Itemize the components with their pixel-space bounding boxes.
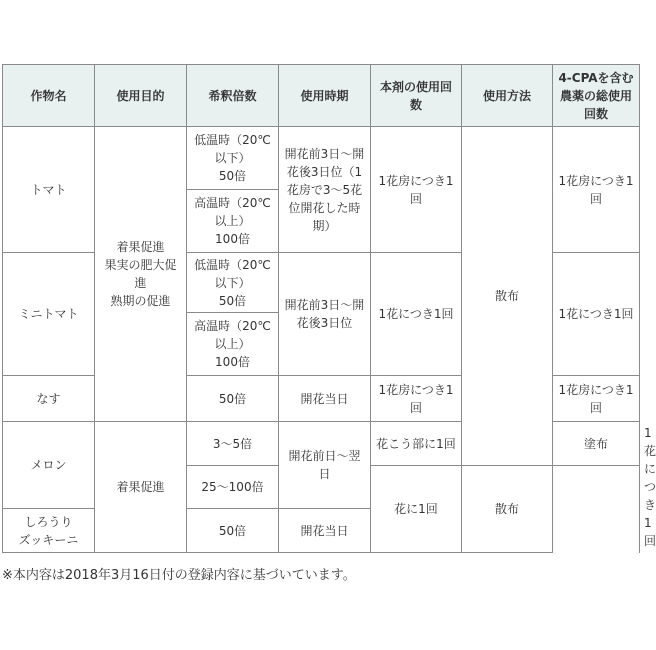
crop-tomato: トマト [3, 127, 95, 253]
dilution-melon: 3～5倍 [187, 422, 279, 466]
count-tomato: 1花房につき1回 [371, 127, 462, 253]
purpose-fruit-set: 着果促進 果実の肥大促進 熟期の促進 [95, 127, 187, 422]
timing-melon: 開花前日～翌日 [279, 422, 371, 509]
header-usage-count: 本剤の使用回数 [371, 65, 462, 127]
table-row: メロン 着果促進 3～5倍 開花前日～翌日 花こう部に1回 塗布 1花につき1回 [3, 422, 640, 466]
header-total-count: 4-CPAを含む農薬の総使用回数 [553, 65, 640, 127]
count-shirouri: 花に1回 [371, 466, 462, 553]
total-mini-tomato: 1花につき1回 [553, 253, 640, 376]
registration-note: ※本内容は2018年3月16日付の登録内容に基づいています。 [2, 568, 356, 583]
crop-melon: メロン [3, 422, 95, 509]
count-eggplant: 1花房につき1回 [371, 376, 462, 422]
method-paint: 塗布 [553, 422, 640, 466]
crop-eggplant: なす [3, 376, 95, 422]
header-method: 使用方法 [462, 65, 553, 127]
method-spray: 散布 [462, 127, 553, 466]
dilution-high-temp: 高温時（20℃以上） 100倍 [187, 190, 279, 253]
table-header-row [3, 65, 640, 127]
method-spray-second: 散布 [462, 466, 553, 553]
timing-eggplant: 開花当日 [279, 376, 371, 422]
total-eggplant: 1花房につき1回 [553, 376, 640, 422]
dilution-melon-second: 25～100倍 [187, 466, 279, 509]
count-mini-tomato: 1花につき1回 [371, 253, 462, 376]
dilution-high-temp: 高温時（20℃以上） 100倍 [187, 313, 279, 376]
total-tomato: 1花房につき1回 [553, 127, 640, 253]
dilution-eggplant: 50倍 [187, 376, 279, 422]
header-purpose: 使用目的 [95, 65, 187, 127]
timing-shirouri: 開花当日 [279, 509, 371, 553]
count-melon: 花こう部に1回 [371, 422, 462, 466]
header-timing: 使用時期 [279, 65, 371, 127]
dilution-low-temp: 低温時（20℃以下） 50倍 [187, 253, 279, 313]
timing-mini-tomato: 開花前3日～開花後3日位 [279, 253, 371, 376]
crop-shirouri-zucchini: しろうり ズッキーニ [3, 509, 95, 553]
pesticide-usage-table [2, 64, 656, 553]
purpose-fruit-set-melon: 着果促進 [95, 422, 187, 553]
table-row [3, 127, 640, 190]
dilution-shirouri: 50倍 [187, 509, 279, 553]
crop-mini-tomato: ミニトマト [3, 253, 95, 376]
header-dilution: 希釈倍数 [187, 65, 279, 127]
timing-tomato: 開花前3日～開花後3日位（1花房で3～5花位開花した時期） [279, 127, 371, 253]
header-crop: 作物名 [3, 65, 95, 127]
dilution-low-temp: 低温時（20℃以下） 50倍 [187, 127, 279, 190]
